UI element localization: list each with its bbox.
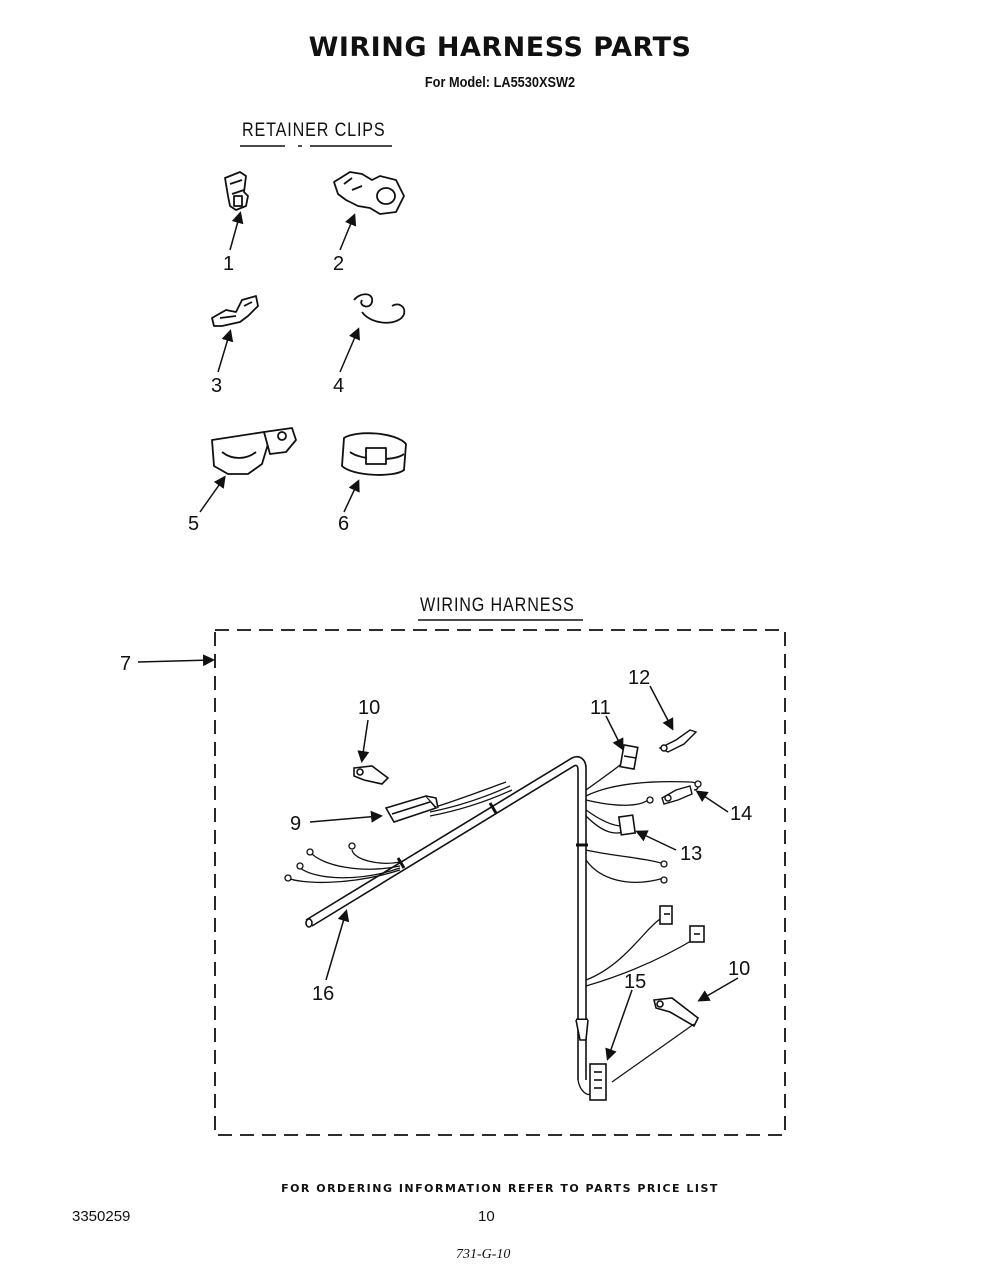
harness-connector-13	[619, 815, 635, 835]
wiring-harness-heading: WIRING HARNESS	[420, 595, 575, 616]
harness-leaders	[138, 660, 738, 1058]
retainer-clip-5	[212, 428, 296, 474]
retainer-clip-6	[342, 433, 406, 475]
callout-11: 11	[590, 697, 611, 719]
callout-1: 1	[223, 253, 235, 275]
heading-underlines	[240, 146, 583, 620]
harness-trunk	[306, 757, 586, 1080]
harness-connector-9	[386, 796, 438, 822]
callout-5: 5	[188, 513, 200, 535]
document-number: 3350259	[72, 1208, 131, 1225]
callout-7: 7	[120, 653, 132, 675]
callout-9: 9	[290, 813, 302, 835]
terminal-10-lower	[654, 998, 698, 1026]
terminal-14	[662, 786, 692, 804]
ordering-note: FOR ORDERING INFORMATION REFER TO PARTS PRICE LIST	[281, 1182, 719, 1195]
callout-2: 2	[333, 253, 345, 275]
callout-16: 16	[312, 983, 335, 1005]
left-wire-branches	[288, 782, 512, 882]
lower-right-connectors	[660, 906, 704, 942]
retainer-clip-1	[225, 172, 248, 210]
page-number: 10	[478, 1208, 495, 1225]
callout-6: 6	[338, 513, 350, 535]
harness-connector-11	[620, 745, 638, 769]
callout-13: 13	[680, 843, 703, 865]
terminal-10-lower-wire	[612, 1024, 694, 1082]
terminal-12	[660, 730, 696, 752]
retainer-clip-4	[354, 294, 404, 323]
callout-12: 12	[628, 667, 651, 689]
terminal-10-upper	[354, 766, 388, 784]
date-code: 731-G-10	[456, 1247, 511, 1262]
page-title: WIRING HARNESS PARTS	[308, 32, 692, 63]
callout-10-lower: 10	[728, 958, 751, 980]
callout-14: 14	[730, 803, 753, 825]
harness-assembly-boundary	[215, 630, 785, 1135]
retainer-clip-2	[334, 172, 404, 214]
trunk-end-wire	[578, 1080, 590, 1094]
harness-ties	[398, 803, 588, 1020]
callout-3: 3	[211, 375, 223, 397]
callout-15: 15	[624, 971, 647, 993]
model-subtitle: For Model: LA5530XSW2	[424, 74, 576, 91]
callout-4: 4	[333, 375, 345, 397]
retainer-clips-heading: RETAINER CLIPS	[242, 120, 386, 141]
retainer-clip-3	[212, 296, 258, 326]
callout-10-upper: 10	[358, 697, 381, 719]
